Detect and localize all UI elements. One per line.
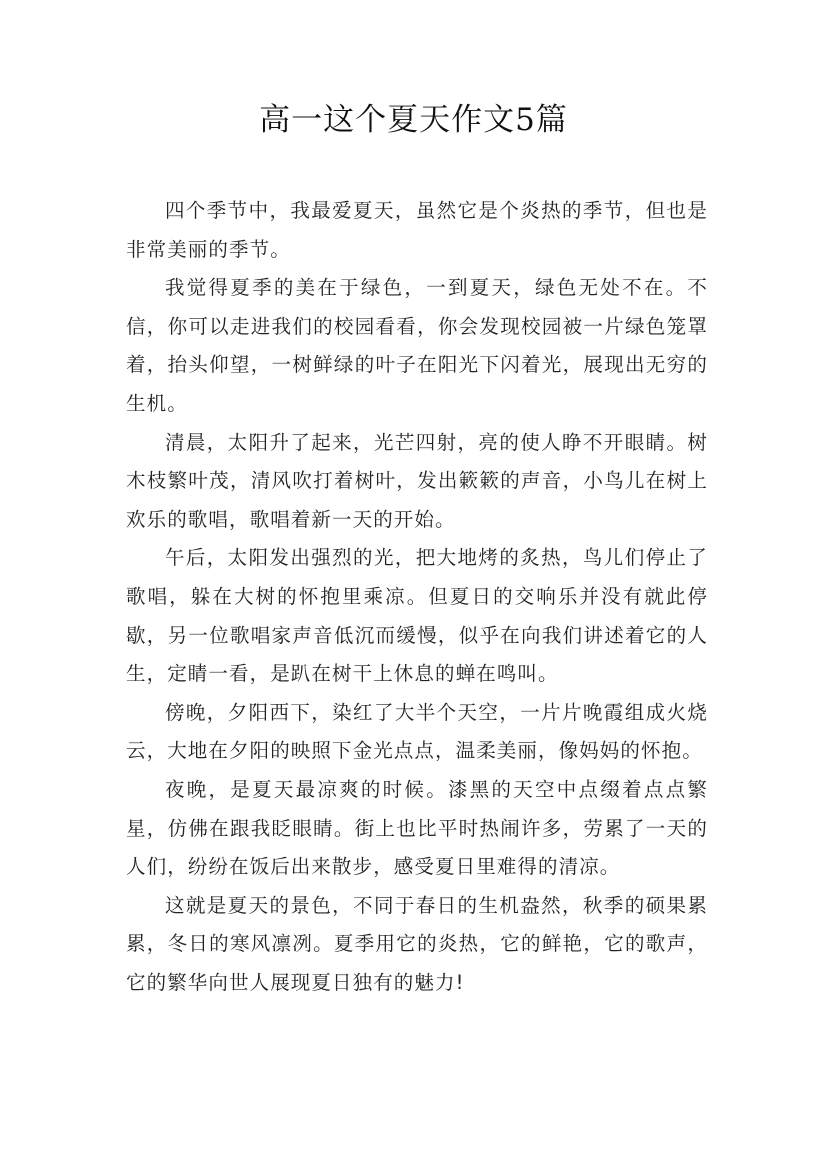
paragraph: 夜晚，是夏天最凉爽的时候。漆黑的天空中点缀着点点繁星，仿佛在跟我眨眼睛。街上也比平时热闹许多，劳累了一天的人们，纷纷在饭后出来散步，感受夏日里难得的清凉。 [126, 777, 708, 879]
paragraph: 我觉得夏季的美在于绿色，一到夏天，绿色无处不在。不信，你可以走进我们的校园看看，你会发现校园被一片绿色笼罩着，抬头仰望，一树鲜绿的叶子在阳光下闪着光，展现出无穷的生机。 [126, 276, 708, 415]
paragraph: 傍晚，夕阳西下，染红了大半个天空，一片片晚霞组成火烧云，大地在夕阳的映照下金光点点，温柔美丽，像妈妈的怀抱。 [126, 700, 708, 763]
document-body [126, 192, 708, 1002]
paragraph: 这就是夏天的景色，不同于春日的生机盎然，秋季的硕果累累，冬日的寒风凛冽。夏季用它的炎热，它的鲜艳，它的歌声，它的繁华向世人展现夏日独有的魅力! [126, 893, 708, 994]
paragraph: 清晨，太阳升了起来，光芒四射，亮的使人睁不开眼睛。树木枝繁叶茂，清风吹打着树叶，发出簌簌的声音，小鸟儿在树上欢乐的歌唱，歌唱着新一天的开始。 [126, 430, 708, 531]
document-title: 高一这个夏天作文5篇 [259, 102, 568, 138]
paragraph: 四个季节中，我最爱夏天，虽然它是个炎热的季节，但也是非常美丽的季节。 [126, 199, 708, 261]
paragraph: 午后，太阳发出强烈的光，把大地烤的炙热，鸟儿们停止了歌唱，躲在大树的怀抱里乘凉。但夏日的交响乐并没有就此停歇，另一位歌唱家声音低沉而缓慢，似乎在向我们讲述着它的人生，定睛一看，是趴在树干上休息的蝉在鸣叫。 [126, 546, 708, 686]
